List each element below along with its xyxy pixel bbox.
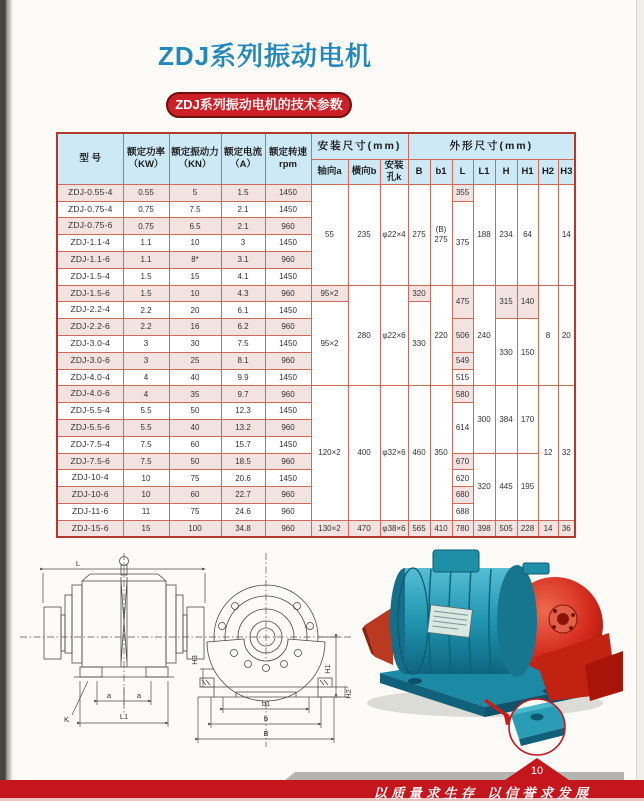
sub-column-header: H — [495, 160, 517, 185]
value-cell: 0.75 — [123, 201, 169, 218]
value-cell: 1.5 — [123, 268, 169, 285]
dimension-cell: 120×2 — [311, 386, 348, 520]
value-cell: 15 — [123, 520, 169, 537]
model-cell: ZDJ-0.55-4 — [57, 184, 123, 201]
dim-label-B: B — [263, 729, 269, 738]
side-view-drawing — [43, 553, 205, 727]
model-cell: ZDJ-4.0-4 — [57, 369, 123, 386]
value-cell: 3 — [221, 235, 265, 252]
dimension-cell: 330 — [408, 302, 430, 386]
sub-column-header: H3 — [558, 160, 575, 185]
model-cell: ZDJ-0.75-4 — [57, 201, 123, 218]
value-cell: 50 — [169, 453, 221, 470]
value-cell: 22.7 — [221, 487, 265, 504]
dimension-cell: 170 — [517, 386, 538, 453]
dimension-drawing — [18, 547, 353, 757]
dimension-cell: 235 — [348, 184, 380, 285]
dimension-cell: 140 — [517, 285, 538, 319]
spec-table — [56, 132, 576, 538]
value-cell: 10 — [123, 487, 169, 504]
motor-photo — [345, 545, 630, 770]
value-cell: 6.1 — [221, 302, 265, 319]
value-cell: 4 — [123, 386, 169, 403]
model-cell: ZDJ-5.5-4 — [57, 403, 123, 420]
value-cell: 9.9 — [221, 369, 265, 386]
value-cell: 1.5 — [221, 184, 265, 201]
dimension-cell: 460 — [408, 386, 430, 520]
dimension-cell: 320 — [473, 453, 495, 520]
value-cell: 1450 — [265, 436, 311, 453]
dimension-cell: 410 — [430, 520, 452, 537]
value-cell: 13.2 — [221, 419, 265, 436]
dimension-cell: 280 — [348, 285, 380, 386]
value-cell: 3.1 — [221, 251, 265, 268]
value-cell: 7.5 — [169, 201, 221, 218]
model-cell: ZDJ-1.1-4 — [57, 235, 123, 252]
dimension-cell: φ22×4 — [380, 184, 408, 285]
dimension-cell: (B) 275 — [430, 184, 452, 285]
value-cell: 100 — [169, 520, 221, 537]
model-cell: ZDJ-2.2-4 — [57, 302, 123, 319]
dimension-cell: 220 — [430, 285, 452, 386]
model-cell: ZDJ-10-4 — [57, 470, 123, 487]
dim-label-H2: H2 — [344, 689, 353, 699]
value-cell: 2.2 — [123, 302, 169, 319]
table-row — [57, 520, 575, 537]
spec-table-container — [56, 132, 576, 538]
dimension-cell: 565 — [408, 520, 430, 537]
dimension-cell: 95×2 — [311, 285, 348, 302]
dimension-cell: 12 — [538, 386, 558, 520]
dimension-cell: 14 — [558, 184, 575, 285]
value-cell: 10 — [169, 285, 221, 302]
model-cell: ZDJ-15-6 — [57, 520, 123, 537]
model-cell: ZDJ-0.75-6 — [57, 218, 123, 235]
value-cell: 40 — [169, 419, 221, 436]
value-cell: 25 — [169, 352, 221, 369]
scan-edge-right — [636, 0, 644, 801]
value-cell: 34.8 — [221, 520, 265, 537]
column-header: 额定电流 （A） — [221, 133, 265, 184]
value-cell: 11 — [123, 503, 169, 520]
dimension-cell: 400 — [348, 386, 380, 520]
dimension-cell: 505 — [495, 520, 517, 537]
value-cell: 960 — [265, 386, 311, 403]
table-row — [57, 184, 575, 201]
column-header: 额定振动力 （KN） — [169, 133, 221, 184]
value-cell: 75 — [169, 470, 221, 487]
value-cell: 1450 — [265, 369, 311, 386]
dim-label-L1: L1 — [119, 712, 129, 721]
value-cell: 6.2 — [221, 319, 265, 336]
dimension-cell: 20 — [558, 285, 575, 386]
value-cell: 10 — [169, 235, 221, 252]
dimension-cell: 549 — [452, 352, 473, 369]
model-cell: ZDJ-7.5-4 — [57, 436, 123, 453]
dim-label-a-right: a — [136, 691, 142, 700]
value-cell: 960 — [265, 487, 311, 504]
model-cell: ZDJ-1.5-4 — [57, 268, 123, 285]
value-cell: 24.6 — [221, 503, 265, 520]
value-cell: 8* — [169, 251, 221, 268]
column-header: 额定转速 rpm — [265, 133, 311, 184]
value-cell: 7.5 — [123, 453, 169, 470]
value-cell: 12.3 — [221, 403, 265, 420]
dimension-cell: 375 — [452, 201, 473, 285]
model-cell: ZDJ-11-6 — [57, 503, 123, 520]
value-cell: 1450 — [265, 302, 311, 319]
dimension-cell: 32 — [558, 386, 575, 520]
dimension-cell: 315 — [495, 285, 517, 319]
value-cell: 1450 — [265, 235, 311, 252]
sub-column-header: 安装孔k — [380, 160, 408, 185]
value-cell: 0.55 — [123, 184, 169, 201]
section-badge: ZDJ系列振动电机的技术参数 — [166, 92, 352, 118]
page-title: ZDJ系列振动电机 — [157, 41, 373, 71]
column-header: 额定功率 （KW） — [123, 133, 169, 184]
table-row — [57, 386, 575, 403]
value-cell: 4.3 — [221, 285, 265, 302]
value-cell: 960 — [265, 419, 311, 436]
dimension-cell: φ38×6 — [380, 520, 408, 537]
value-cell: 18.5 — [221, 453, 265, 470]
value-cell: 1450 — [265, 403, 311, 420]
value-cell: 20 — [169, 302, 221, 319]
dimension-cell: 670 — [452, 453, 473, 470]
value-cell: 960 — [265, 352, 311, 369]
value-cell: 960 — [265, 319, 311, 336]
sub-column-header: 横向b — [348, 160, 380, 185]
dimension-cell: 330 — [495, 319, 517, 386]
sub-column-header: H2 — [538, 160, 558, 185]
nameplate — [427, 605, 472, 638]
page-number: 10 — [530, 765, 544, 777]
value-cell: 1450 — [265, 268, 311, 285]
value-cell: 35 — [169, 386, 221, 403]
value-cell: 1450 — [265, 184, 311, 201]
group-header: 安装尺寸(mm) — [311, 133, 408, 160]
dimension-cell: 780 — [452, 520, 473, 537]
scan-edge-left — [0, 0, 14, 801]
motor-illustration — [362, 550, 623, 717]
model-cell: ZDJ-7.5-6 — [57, 453, 123, 470]
value-cell: 960 — [265, 453, 311, 470]
value-cell: 1.1 — [123, 235, 169, 252]
dimension-cell: 506 — [452, 319, 473, 353]
sub-column-header: B — [408, 160, 430, 185]
model-cell: ZDJ-3.0-4 — [57, 335, 123, 352]
dimension-cell: 398 — [473, 520, 495, 537]
value-cell: 4 — [123, 369, 169, 386]
dim-label-a-left: a — [106, 691, 112, 700]
dimension-cell: 680 — [452, 487, 473, 504]
footer-gray-strip — [285, 772, 624, 780]
value-cell: 0.75 — [123, 218, 169, 235]
value-cell: 2.1 — [221, 218, 265, 235]
model-cell: ZDJ-10-6 — [57, 487, 123, 504]
dimension-cell: 475 — [452, 285, 473, 319]
value-cell: 6.5 — [169, 218, 221, 235]
dimension-cell: 130×2 — [311, 520, 348, 537]
dimension-cell: 36 — [558, 520, 575, 537]
group-header: 外形尺寸(mm) — [408, 133, 575, 160]
sub-column-header: 轴向a — [311, 160, 348, 185]
value-cell: 960 — [265, 285, 311, 302]
value-cell: 2.1 — [221, 201, 265, 218]
value-cell: 30 — [169, 335, 221, 352]
dimension-cell: 350 — [430, 386, 452, 520]
value-cell: 75 — [169, 503, 221, 520]
dimension-cell: 64 — [517, 184, 538, 285]
dim-label-H3: H3 — [190, 655, 199, 665]
dimension-cell: 275 — [408, 184, 430, 285]
footer-slogan: 以质量求生存 以信誉求发展 — [373, 786, 592, 801]
value-cell: 40 — [169, 369, 221, 386]
dim-label-H1: H1 — [323, 664, 332, 674]
value-cell: 7.5 — [123, 436, 169, 453]
value-cell: 960 — [265, 251, 311, 268]
dimension-cell: φ22×6 — [380, 285, 408, 386]
dimension-cell: 580 — [452, 386, 473, 403]
value-cell: 10 — [123, 470, 169, 487]
value-cell: 15 — [169, 268, 221, 285]
sub-column-header: H1 — [517, 160, 538, 185]
dimension-cell — [538, 184, 558, 285]
dimension-cell: 355 — [452, 184, 473, 201]
dimension-cell: 620 — [452, 470, 473, 487]
table-row — [57, 285, 575, 302]
value-cell: 1450 — [265, 470, 311, 487]
value-cell: 50 — [169, 403, 221, 420]
dimension-cell: 8 — [538, 285, 558, 386]
dimension-cell: 14 — [538, 520, 558, 537]
value-cell: 16 — [169, 319, 221, 336]
model-cell: ZDJ-1.5-6 — [57, 285, 123, 302]
dimension-cell: 188 — [473, 184, 495, 285]
end-view-drawing — [190, 553, 353, 747]
model-cell: ZDJ-1.1-6 — [57, 251, 123, 268]
dimension-cell: 320 — [408, 285, 430, 302]
value-cell: 3 — [123, 335, 169, 352]
dimension-cell: 150 — [517, 319, 538, 386]
dimension-cell: 240 — [473, 285, 495, 386]
value-cell: 1450 — [265, 335, 311, 352]
value-cell: 1450 — [265, 201, 311, 218]
value-cell: 9.7 — [221, 386, 265, 403]
dim-label-b1: b1 — [261, 699, 271, 708]
value-cell: 1.1 — [123, 251, 169, 268]
dim-label-K: K — [64, 715, 70, 724]
dimension-cell: 688 — [452, 503, 473, 520]
value-cell: 2.2 — [123, 319, 169, 336]
value-cell: 60 — [169, 487, 221, 504]
model-cell: ZDJ-2.2-6 — [57, 319, 123, 336]
value-cell: 1.5 — [123, 285, 169, 302]
dimension-cell: 234 — [495, 184, 517, 285]
column-header: 型 号 — [57, 133, 123, 184]
model-cell: ZDJ-4.0-6 — [57, 386, 123, 403]
value-cell: 20.6 — [221, 470, 265, 487]
value-cell: 960 — [265, 503, 311, 520]
value-cell: 8.1 — [221, 352, 265, 369]
value-cell: 4.1 — [221, 268, 265, 285]
dimension-cell: 55 — [311, 184, 348, 285]
dimension-cell: 445 — [495, 453, 517, 520]
sub-column-header: L1 — [473, 160, 495, 185]
dim-label-b: b — [263, 714, 269, 723]
model-cell: ZDJ-5.5-6 — [57, 419, 123, 436]
dimension-cell: φ32×6 — [380, 386, 408, 520]
value-cell: 960 — [265, 218, 311, 235]
value-cell: 5.5 — [123, 403, 169, 420]
sub-column-header: b1 — [430, 160, 452, 185]
value-cell: 960 — [265, 520, 311, 537]
dim-label-L: L — [75, 559, 81, 568]
dimension-cell: 384 — [495, 386, 517, 453]
dimension-cell: 300 — [473, 386, 495, 453]
dimension-cell: 614 — [452, 403, 473, 453]
dimension-cell: 228 — [517, 520, 538, 537]
sub-column-header: L — [452, 160, 473, 185]
dimension-cell: 515 — [452, 369, 473, 386]
value-cell: 3 — [123, 352, 169, 369]
value-cell: 5.5 — [123, 419, 169, 436]
dimension-cell: 470 — [348, 520, 380, 537]
model-cell: ZDJ-3.0-6 — [57, 352, 123, 369]
dimension-cell: 95×2 — [311, 302, 348, 386]
value-cell: 7.5 — [221, 335, 265, 352]
dimension-cell: 195 — [517, 453, 538, 520]
value-cell: 15.7 — [221, 436, 265, 453]
value-cell: 60 — [169, 436, 221, 453]
value-cell: 5 — [169, 184, 221, 201]
